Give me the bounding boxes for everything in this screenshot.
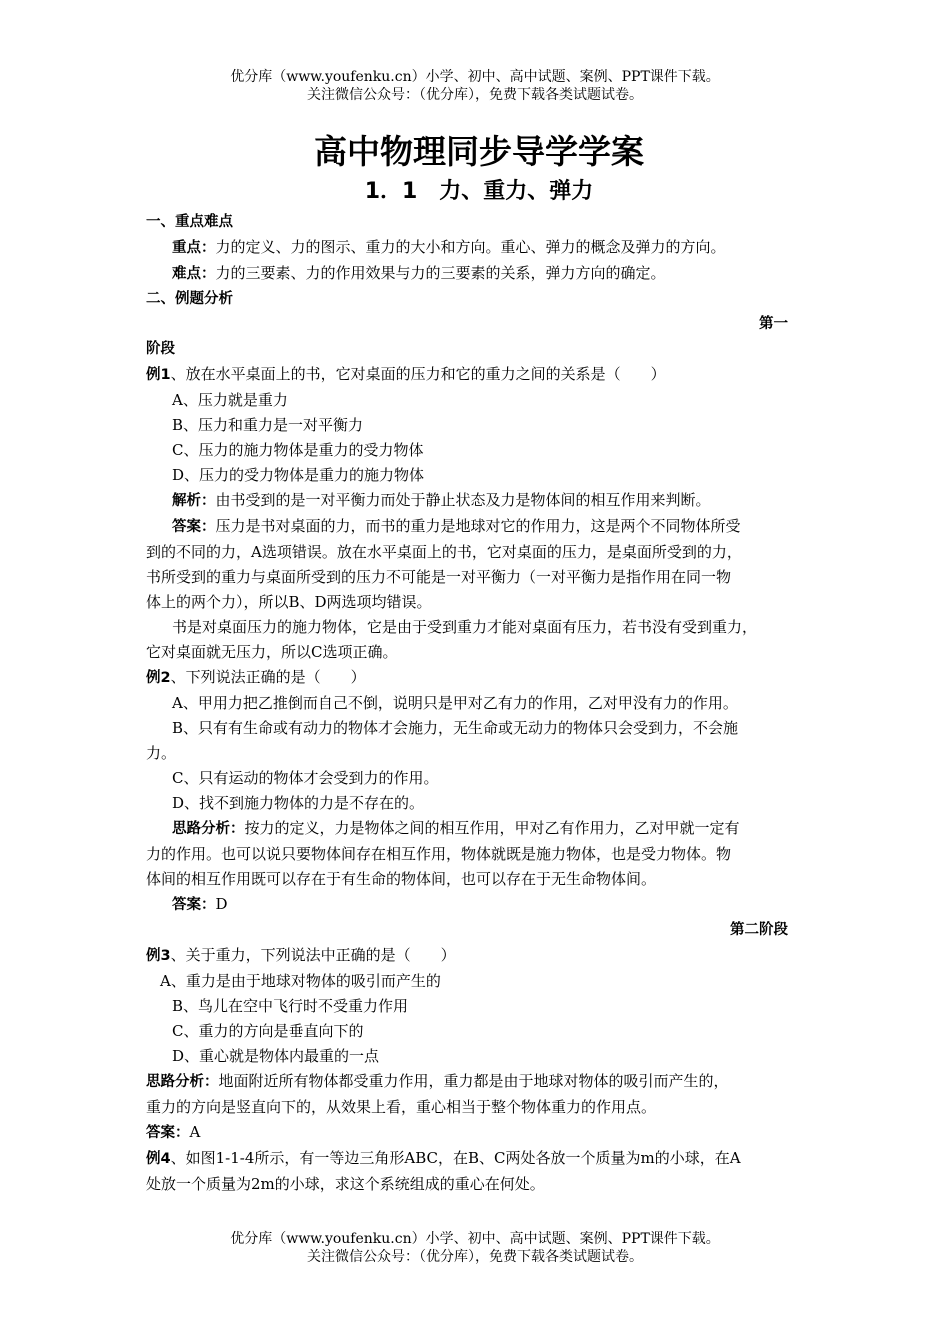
example-1-option-c: C、压力的施力物体是重力的受力物体 [172, 441, 424, 459]
answer-value: A [189, 1123, 201, 1141]
example-1-label: 例1 [146, 367, 171, 383]
page-title: 高中物理同步导学学案 [314, 132, 644, 171]
example-1-answer-line-2: 到的不同的力，A选项错误。放在水平桌面上的书，它对桌面的压力，是桌面所受到的力， [146, 543, 742, 561]
reasoning-text: 地面附近所有物体都受重力作用，重力都是由于地球对物体的吸引而产生的， [218, 1072, 729, 1090]
key-text: 力的定义、力的图示、重力的大小和方向。重心、弹力的概念及弹力的方向。 [215, 238, 726, 256]
answer-value: D [215, 895, 228, 913]
stage-one-label: 第一 [759, 316, 788, 332]
example-1-answer-line-1 [146, 514, 812, 540]
answer-label: 答案： [146, 1125, 190, 1141]
example-2-text: 、下列说法正确的是（ ） [170, 668, 366, 686]
difficulty-text: 力的三要素、力的作用效果与力的三要素的关系，弹力方向的确定。 [215, 264, 666, 282]
example-1-answer-line-4: 体上的两个力），所以B、D两选项均错误。 [146, 593, 432, 611]
example-2-question [146, 665, 812, 691]
stage-one-label-cont: 阶段 [146, 341, 175, 357]
analysis-label: 解析： [172, 493, 216, 509]
example-2-reasoning-line-3: 体间的相互作用既可以存在于有生命的物体间，也可以存在于无生命物体间。 [146, 870, 657, 888]
example-1-paragraph-2-line-1: 书是对桌面压力的施力物体，它是由于受到重力才能对桌面有压力，若书没有受到重力， [172, 618, 758, 636]
example-2-option-c: C、只有运动的物体才会受到力的作用。 [172, 769, 439, 787]
example-2-option-b-cont: 力。 [146, 744, 177, 762]
example-3-option-a: A、重力是由于地球对物体的吸引而产生的 [160, 972, 441, 990]
example-4-question-cont: 处放一个质量为2m的小球，求这个系统组成的重心在何处。 [146, 1175, 545, 1193]
answer-label: 答案： [172, 519, 216, 535]
answer-label: 答案： [172, 897, 216, 913]
example-2-option-d: D、找不到施力物体的力是不存在的。 [172, 794, 425, 812]
example-4-text: 、如图1-1-4所示，有一等边三角形ABC，在B、C两处各放一个质量为m的小球，在A [170, 1149, 741, 1167]
example-2-reasoning-line-2: 力的作用。也可以说只要物体间存在相互作用，物体就既是施力物体，也是受力物体。物 [146, 845, 732, 863]
stage-two-label: 第二阶段 [730, 922, 788, 938]
example-1-option-b: B、压力和重力是一对平衡力 [172, 416, 364, 434]
example-1-answer-line-3: 书所受到的重力与桌面所受到的压力不可能是一对平衡力（一对平衡力是指作用在同一物 [146, 568, 732, 586]
example-2-answer [146, 892, 812, 918]
example-1-question [146, 362, 812, 388]
example-3-option-d: D、重心就是物体内最重的一点 [172, 1047, 380, 1065]
reasoning-label: 思路分析： [172, 821, 245, 837]
example-3-option-b: B、鸟儿在空中飞行时不受重力作用 [172, 997, 409, 1015]
example-3-answer [146, 1120, 812, 1146]
example-3-reasoning-line-1 [146, 1069, 812, 1095]
example-1-analysis [146, 488, 812, 514]
section-heading-examples: 二、例题分析 [146, 291, 233, 307]
page-header [0, 68, 950, 104]
reasoning-text: 按力的定义，力是物体之间的相互作用，甲对乙有作用力，乙对甲就一定有 [244, 819, 740, 837]
example-1-option-a: A、压力就是重力 [172, 391, 288, 409]
example-2-label: 例2 [146, 670, 171, 686]
example-3-reasoning-line-2: 重力的方向是竖直向下的，从效果上看，重心相当于整个物体重力的作用点。 [146, 1098, 657, 1116]
footer-line-2: 关注微信公众号：（优分库），免费下载各类试题试卷。 [307, 1249, 643, 1265]
example-2-reasoning-line-1 [146, 816, 812, 842]
reasoning-label: 思路分析： [146, 1074, 219, 1090]
example-4-label: 例4 [146, 1151, 171, 1167]
header-line-1: 优分库（www.youfenku.cn）小学、初中、高中试题、案例、PPT课件下载。 [230, 69, 720, 85]
example-2-option-b: B、只有有生命或有动力的物体才会施力，无生命或无动力的物体只会受到力，不会施 [172, 719, 739, 737]
example-2-option-a: A、甲用力把乙推倒而自己不倒，说明只是甲对乙有力的作用，乙对甲没有力的作用。 [172, 694, 738, 712]
page-footer [0, 1230, 950, 1266]
section-heading-key-points: 一、重点难点 [146, 214, 233, 230]
example-1-option-d: D、压力的受力物体是重力的施力物体 [172, 466, 425, 484]
example-1-paragraph-2-line-2: 它对桌面就无压力，所以C选项正确。 [146, 643, 398, 661]
example-3-question [146, 943, 812, 969]
answer-text: 压力是书对桌面的力，而书的重力是地球对它的作用力，这是两个不同物体所受 [215, 517, 741, 535]
analysis-text: 由书受到的是一对平衡力而处于静止状态及力是物体间的相互作用来判断。 [215, 491, 711, 509]
difficulty-line [146, 261, 812, 287]
document-body [146, 130, 812, 1197]
footer-line-1: 优分库（www.youfenku.cn）小学、初中、高中试题、案例、PPT课件下载。 [230, 1231, 720, 1247]
example-4-question [146, 1146, 812, 1172]
key-points-line [146, 235, 812, 261]
example-3-option-c: C、重力的方向是垂直向下的 [172, 1022, 364, 1040]
header-line-2: 关注微信公众号：（优分库），免费下载各类试题试卷。 [307, 87, 643, 103]
page-subtitle: 1．1 力、重力、弹力 [364, 179, 594, 204]
example-3-text: 、关于重力，下列说法中正确的是（ ） [170, 946, 456, 964]
example-3-label: 例3 [146, 948, 171, 964]
key-label: 重点： [172, 240, 216, 256]
example-1-text: 、放在水平桌面上的书，它对桌面的压力和它的重力之间的关系是（ ） [170, 365, 666, 383]
difficulty-label: 难点： [172, 266, 216, 282]
